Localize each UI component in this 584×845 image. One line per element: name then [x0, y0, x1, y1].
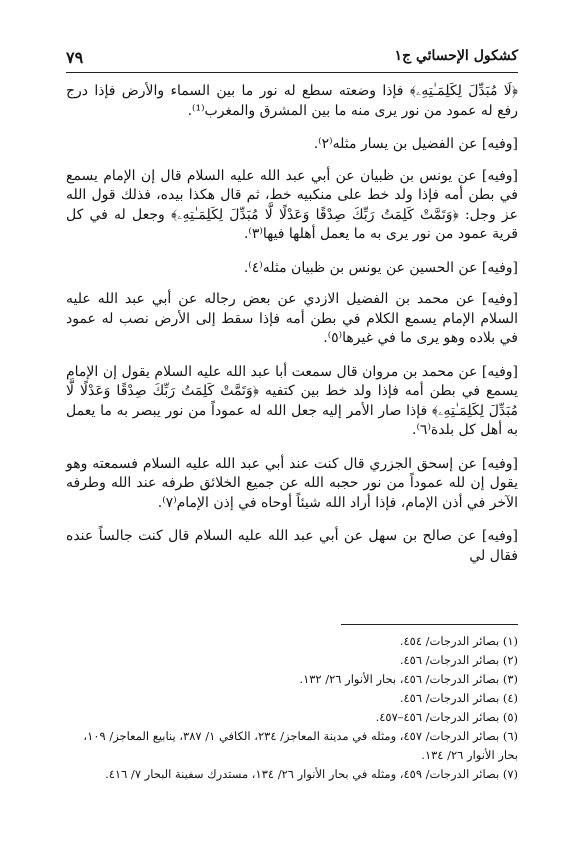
footnote: (١) بصائر الدرجات/ ٤٥٤. [399, 634, 518, 648]
page-number: ٧٩ [66, 48, 84, 67]
footnote: (٥) بصائر الدرجات/ ٤٥٦–٤٥٧. [375, 710, 518, 724]
paragraph: [وفيه] عن الحسين عن يونس بن ظبيان مثله⁽٤⁾. [243, 259, 518, 276]
header-rule [66, 72, 518, 73]
paragraph: [وفيه] عن محمد بن مروان قال سمعت أبا عبد الله عليه السلام يقول إن الإمام يسمع في بطن أمه فإذا ولد خط بين كتفيه ﴿وَتَمَّتْ كَلِمَتُ رَبِّكَ صِدْقًا وَعَدْلًا لَّا مُبَدِّلَ لِكَلِمَـٰتِهِۦ﴾ فإذا صار الأمر إليه جعل الله له عموداً من نور يبصر به ما يعمل به أهل كل بلدة⁽٦⁾. [66, 363, 518, 438]
main-text [66, 82, 518, 580]
paragraph: ﴿لَا مُبَدِّلَ لِكَلِمَـٰتِهِۦ﴾ فإذا وضعته سطع له نور ما بين السماء والأرض فإذا درج رفع له عمود من نور يرى منه ما بين المشرق والمغرب⁽¹⁾. [66, 83, 518, 119]
paragraph: [وفيه] عن يونس بن ظبيان عن أبي عبد الله عليه السلام قال إن الإمام يسمع في بطن أمه فإذا ولد خط على منكبيه خط، ثم قال هكذا بيده، فذلك قول الله عز وجل: ﴿وَتَمَّتْ كَلِمَتُ رَبِّكَ صِدْقًا وَعَدْلًا لَّا مُبَدِّلَ لِكَلِمَـٰتِهِۦ﴾ وجعل له في كل قرية عمود من نور يرى به ما يعمل أهلها فيها⁽٣⁾. [66, 167, 518, 242]
footnote: (٦) بصائر الدرجات/ ٤٥٧، ومثله في مدينة المعاجز/ ٢٣٤، الكافي ١/ ٣٨٧، ينابيع المعاجز/ ١٠٩، بحار الأنوار ٢٦/ ١٣٤. [83, 729, 518, 762]
running-title: كشكول الإحسائي ج١ [394, 48, 518, 64]
footnotes [66, 632, 518, 784]
footnote: (٤) بصائر الدرجات/ ٤٥٦. [399, 691, 518, 705]
paragraph: [وفيه] عن صالح بن سهل عن أبي عبد الله عليه السلام قال كنت جالساً عنده فقال لي [66, 528, 518, 564]
page-header [66, 48, 518, 70]
paragraph: [وفيه] عن الفضيل بن يسار مثله⁽٢⁾. [313, 136, 518, 152]
footnote-separator [341, 624, 518, 625]
paragraph: [وفيه] عن إسحق الجزري قال كنت عند أبي عبد الله عليه السلام فسمعته وهو يقول إن لله عموداً من نور حجبه الله عن جميع الخلائق طرفه عند الله وطرفه الآخر في أذن الإمام، فإذا أراد الله شيئاً أوحاه في إذن الإمام⁽٧⁾. [66, 455, 518, 511]
footnote: (٣) بصائر الدرجات/ ٤٥٦، بحار الأنوار ٢٦/ ١٣٢. [299, 672, 518, 686]
footnote: (٢) بصائر الدرجات/ ٤٥٦. [399, 653, 518, 667]
footnote: (٧) بصائر الدرجات/ ٤٥٩، ومثله في بحار الأنوار ٢٦/ ١٣٤، مستدرك سفينة البحار ٧/ ٤١٦. [105, 767, 518, 781]
paragraph: [وفيه] عن محمد بن الفضيل الازدي عن بعض رجاله عن أبي عبد الله عليه السلام الإمام يسمع الكلام في بطن أمه فإذا سقط إلى الأرض نصب له عمود في بلاده وهو يرى ما في غيرها⁽٥⁾. [66, 291, 518, 346]
